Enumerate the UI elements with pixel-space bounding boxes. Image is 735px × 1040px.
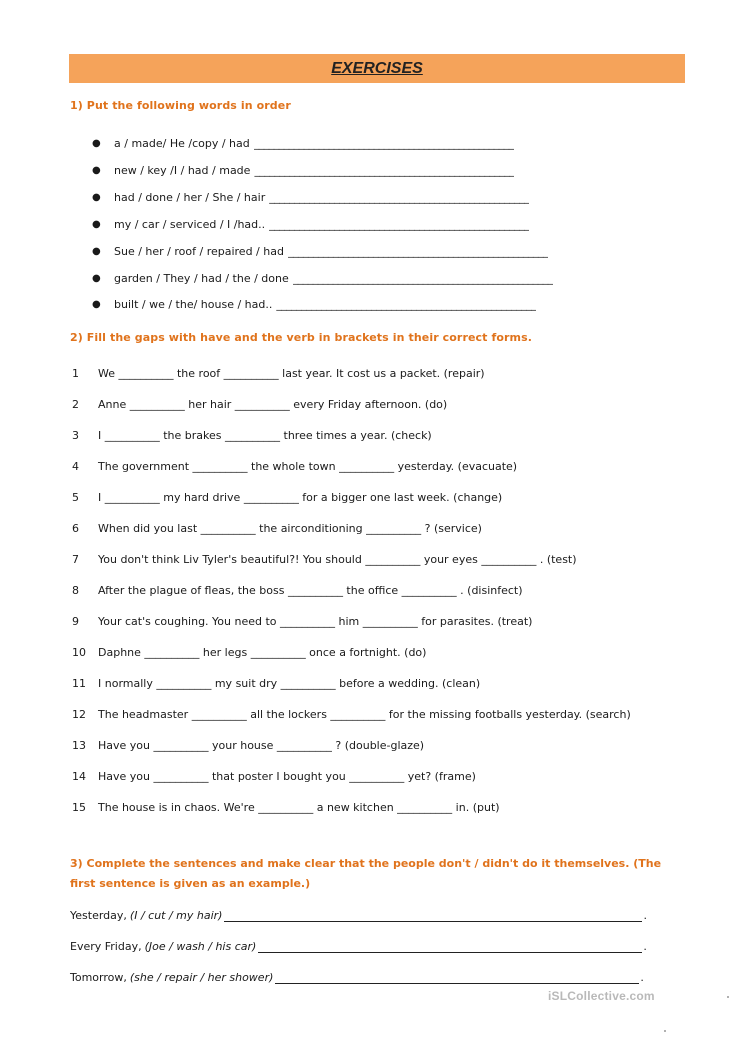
item-number: 6	[72, 522, 79, 535]
bullet-icon: ●	[92, 192, 101, 203]
item-text: I normally __________ my suit dry __________ before a wedding. (clean)	[98, 677, 481, 690]
sentence-hint: (she / repair / her shower)	[129, 971, 274, 984]
exercise2-heading: 2) Fill the gaps with have and the verb in brackets in their correct forms.	[70, 331, 533, 344]
exercise2-item	[70, 358, 690, 389]
item-number: 2	[72, 398, 79, 411]
exercise3-list	[70, 900, 650, 993]
word-prompt: had / done / her / She / hair	[114, 191, 266, 204]
sentence-lead: Every Friday,	[70, 940, 142, 953]
bullet-icon: ●	[92, 246, 101, 257]
exercise3-item	[70, 931, 650, 962]
exercise1-item	[92, 130, 612, 157]
word-prompt: a / made/ He /copy / had	[114, 137, 250, 150]
item-text: Your cat's coughing. You need to __________ him __________ for parasites. (treat)	[98, 615, 533, 628]
item-text: Daphne __________ her legs __________ once a fortnight. (do)	[98, 646, 427, 659]
exercise2-item	[70, 668, 690, 699]
bullet-icon: ●	[92, 165, 101, 176]
exercise2-item	[70, 575, 690, 606]
exercise2-item	[70, 513, 690, 544]
item-text: The house is in chaos. We're __________ a new kitchen __________ in. (put)	[98, 801, 500, 814]
item-number: 5	[72, 491, 79, 504]
exercise2-item	[70, 606, 690, 637]
exercise2-item	[70, 637, 690, 668]
exercise2-item	[70, 389, 690, 420]
exercise2-item	[70, 544, 690, 575]
answer-line	[224, 909, 642, 922]
watermark: iSLCollective.com	[548, 989, 655, 1003]
answer-line: ____________________________________________________	[276, 297, 537, 311]
sentence-lead: Yesterday,	[70, 909, 127, 922]
exercise2-item	[70, 482, 690, 513]
item-number: 13	[72, 739, 86, 752]
word-prompt: new / key /I / had / made	[114, 164, 251, 177]
answer-line	[258, 940, 642, 953]
exercise2-item	[70, 699, 690, 730]
answer-line: ____________________________________________________	[292, 272, 553, 285]
item-number: 14	[72, 770, 86, 783]
bullet-icon: ●	[92, 138, 101, 149]
sentence-end: .	[643, 909, 647, 922]
exercise1-list	[92, 130, 612, 316]
exercise1-item	[92, 157, 612, 184]
exercise3-item	[70, 900, 650, 931]
item-number: 7	[72, 553, 79, 566]
item-text: Have you __________ that poster I bought you __________ yet? (frame)	[98, 770, 476, 783]
item-text: I __________ the brakes __________ three times a year. (check)	[98, 429, 432, 442]
exercise1-item	[92, 292, 612, 316]
exercise2-item	[70, 420, 690, 451]
exercise2-item	[70, 761, 690, 792]
item-number: 8	[72, 584, 79, 597]
scan-speck	[664, 1030, 666, 1032]
item-number: 15	[72, 801, 86, 814]
sentence-end: .	[640, 971, 644, 984]
answer-line: ____________________________________________________	[269, 218, 530, 231]
exercise2-item	[70, 730, 690, 761]
word-prompt: built / we / the/ house / had..	[114, 297, 273, 311]
item-text: You don't think Liv Tyler's beautiful?! You should __________ your eyes __________ . (test)	[98, 553, 577, 566]
exercise2-list	[70, 358, 690, 823]
item-text: When did you last __________ the airconditioning __________ ? (service)	[98, 522, 482, 535]
bullet-icon: ●	[92, 273, 101, 284]
exercise1-item	[92, 265, 612, 292]
answer-line: ____________________________________________________	[269, 191, 530, 204]
exercise2-item	[70, 792, 690, 823]
scan-speck	[727, 996, 729, 998]
sentence-hint: (I / cut / my hair)	[129, 909, 223, 922]
item-text: The government __________ the whole town __________ yesterday. (evacuate)	[98, 460, 518, 473]
exercise2-item	[70, 451, 690, 482]
word-prompt: Sue / her / roof / repaired / had	[114, 245, 284, 258]
bullet-icon: ●	[92, 219, 101, 230]
answer-line: ____________________________________________________	[253, 137, 514, 150]
word-prompt: my / car / serviced / I /had..	[114, 218, 266, 231]
item-number: 3	[72, 429, 79, 442]
item-number: 10	[72, 646, 86, 659]
item-number: 1	[72, 367, 79, 380]
item-number: 9	[72, 615, 79, 628]
exercise3-heading: 3) Complete the sentences and make clear that the people don't / didn't do it themselves. (The first sentence is given as an example.)	[70, 857, 662, 890]
sentence-lead: Tomorrow,	[70, 971, 127, 984]
item-text: We __________ the roof __________ last year. It cost us a packet. (repair)	[98, 367, 485, 380]
exercise1-heading: 1) Put the following words in order	[70, 99, 291, 112]
sentence-end: .	[643, 940, 647, 953]
word-prompt: garden / They / had / the / done	[114, 272, 289, 285]
page-title: EXERCISES	[331, 59, 423, 77]
exercise1-item	[92, 184, 612, 211]
item-number: 4	[72, 460, 79, 473]
sentence-hint: (Joe / wash / his car)	[144, 940, 257, 953]
item-text: Anne __________ her hair __________ every Friday afternoon. (do)	[98, 398, 448, 411]
item-text: Have you __________ your house __________ ? (double-glaze)	[98, 739, 425, 752]
exercise1-item	[92, 238, 612, 265]
exercise1-item	[92, 211, 612, 238]
answer-line: ____________________________________________________	[287, 245, 548, 258]
title-banner	[69, 54, 685, 83]
answer-line	[275, 971, 639, 984]
item-text: After the plague of fleas, the boss __________ the office __________ . (disinfect)	[98, 584, 523, 597]
item-text: I __________ my hard drive __________ for a bigger one last week. (change)	[98, 491, 503, 504]
item-text: The headmaster __________ all the lockers __________ for the missing footballs yesterday. (search)	[98, 708, 631, 721]
answer-line: ____________________________________________________	[254, 164, 515, 177]
bullet-icon: ●	[92, 298, 101, 310]
item-number: 11	[72, 677, 86, 690]
item-number: 12	[72, 708, 86, 721]
